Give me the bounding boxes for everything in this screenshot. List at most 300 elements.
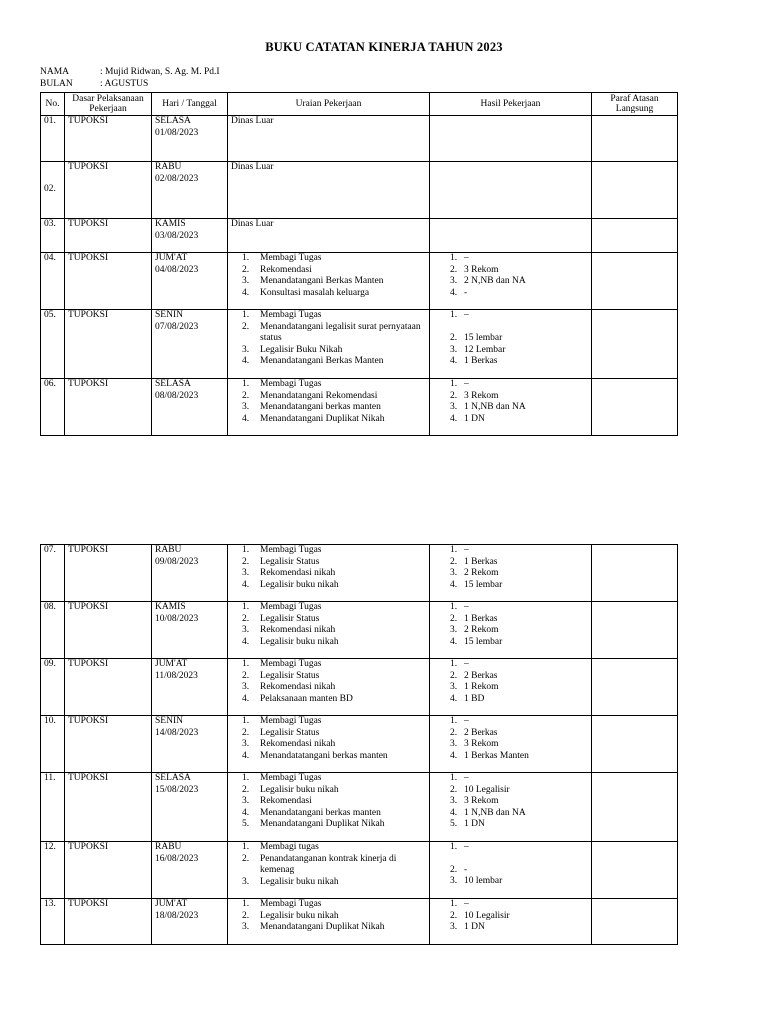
hari: SELASA bbox=[155, 116, 191, 126]
uraian-item bbox=[242, 671, 426, 683]
item-number bbox=[450, 322, 464, 334]
item-number: 3. bbox=[450, 739, 458, 749]
item-text: 10 Legalisir bbox=[464, 910, 510, 921]
hasil-item bbox=[450, 310, 588, 322]
row-number: 01. bbox=[41, 116, 65, 162]
item-number: 3. bbox=[242, 344, 250, 355]
hari-tanggal bbox=[152, 659, 228, 716]
uraian-list bbox=[231, 602, 426, 648]
performance-table-2 bbox=[40, 544, 678, 945]
hasil-item bbox=[450, 785, 588, 797]
item-number: 2. bbox=[242, 910, 250, 921]
item-number: 4. bbox=[242, 693, 250, 704]
uraian-pekerjaan bbox=[228, 310, 430, 379]
hasil-list bbox=[433, 253, 588, 299]
item-number: 4. bbox=[242, 807, 250, 818]
item-number: 2. bbox=[450, 727, 458, 738]
hasil-item bbox=[450, 568, 588, 580]
item-number: 1. bbox=[242, 899, 250, 909]
item-number: 4. bbox=[450, 636, 458, 647]
table-row bbox=[41, 716, 678, 773]
paraf-atasan bbox=[592, 899, 678, 945]
dasar-pelaksanaan: TUPOKSI bbox=[65, 219, 152, 253]
item-text: Membagi Tugas bbox=[260, 379, 322, 389]
item-number: 4. bbox=[242, 413, 250, 424]
uraian-text: Dinas Luar bbox=[231, 116, 274, 126]
hasil-item bbox=[450, 345, 588, 357]
hasil-item bbox=[450, 842, 588, 854]
uraian-item bbox=[242, 739, 426, 751]
item-number: 1. bbox=[450, 602, 458, 612]
hasil-item bbox=[450, 671, 588, 683]
item-number: 2. bbox=[450, 864, 458, 875]
table-row bbox=[41, 899, 678, 945]
uraian-item bbox=[242, 288, 426, 300]
item-text bbox=[464, 322, 588, 334]
hari-tanggal bbox=[152, 602, 228, 659]
paraf-atasan bbox=[592, 773, 678, 842]
uraian-list bbox=[231, 716, 426, 762]
hasil-pekerjaan bbox=[430, 716, 592, 773]
uraian-pekerjaan bbox=[228, 716, 430, 773]
hari-tanggal bbox=[152, 716, 228, 773]
dasar-pelaksanaan: TUPOKSI bbox=[65, 842, 152, 899]
nama-value: : Mujid Ridwan, S. Ag. M. Pd.I bbox=[100, 67, 220, 77]
item-number: 2. bbox=[242, 784, 250, 795]
uraian-item bbox=[242, 842, 426, 854]
hasil-item bbox=[450, 253, 588, 265]
table-row bbox=[41, 773, 678, 842]
item-number: 2. bbox=[450, 910, 458, 921]
uraian-pekerjaan bbox=[228, 219, 430, 253]
item-number: 3. bbox=[450, 682, 458, 692]
hari-tanggal bbox=[152, 773, 228, 842]
item-text: 1 N,NB dan NA bbox=[464, 807, 526, 818]
item-number: 3. bbox=[242, 876, 250, 887]
hasil-item bbox=[450, 614, 588, 626]
item-number: 1. bbox=[242, 659, 250, 669]
dasar-pelaksanaan: TUPOKSI bbox=[65, 899, 152, 945]
item-text: Legalisir buku nikah bbox=[260, 636, 339, 647]
item-text: Rekomendasi bbox=[260, 796, 312, 806]
hasil-item bbox=[450, 865, 588, 877]
uraian-item bbox=[242, 625, 426, 637]
hasil-item bbox=[450, 716, 588, 728]
item-number: 1. bbox=[450, 253, 458, 263]
item-number: 2. bbox=[450, 670, 458, 681]
nama-label: NAMA bbox=[40, 67, 70, 77]
item-text: – bbox=[464, 899, 469, 909]
uraian-pekerjaan bbox=[228, 773, 430, 842]
item-text: Membagi Tugas bbox=[260, 310, 322, 320]
hasil-list bbox=[433, 899, 588, 934]
item-number: 4. bbox=[450, 693, 458, 704]
dasar-pelaksanaan: TUPOKSI bbox=[65, 716, 152, 773]
uraian-item bbox=[242, 253, 426, 265]
tanggal: 01/08/2023 bbox=[155, 127, 199, 138]
row-number: 08. bbox=[41, 602, 65, 659]
tanggal: 10/08/2023 bbox=[155, 613, 199, 624]
uraian-item bbox=[242, 580, 426, 592]
item-text: Membagi Tugas bbox=[260, 716, 322, 726]
item-text: 2 N,NB dan NA bbox=[464, 276, 526, 286]
paraf-atasan bbox=[592, 602, 678, 659]
dasar-pelaksanaan: TUPOKSI bbox=[65, 773, 152, 842]
hari-tanggal bbox=[152, 545, 228, 602]
uraian-item bbox=[242, 819, 426, 831]
header-dasar: Dasar Pelaksanaan Pekerjaan bbox=[65, 93, 152, 116]
item-text: Membagi Tugas bbox=[260, 602, 322, 612]
item-text: Menandatangani Rekomendasi bbox=[260, 390, 378, 401]
hasil-pekerjaan bbox=[430, 602, 592, 659]
item-text: Konsultasi masalah keluarga bbox=[260, 287, 370, 298]
hasil-item bbox=[450, 876, 588, 888]
hasil-item bbox=[450, 580, 588, 592]
hasil-item bbox=[450, 659, 588, 671]
item-number: 1. bbox=[450, 842, 458, 852]
item-number: 3. bbox=[242, 922, 250, 932]
item-text: Menandatangani Duplikat Nikah bbox=[260, 413, 385, 424]
hasil-item bbox=[450, 694, 588, 706]
table-row bbox=[41, 162, 678, 219]
item-number: 4. bbox=[450, 287, 458, 298]
table-row bbox=[41, 116, 678, 162]
item-number: 2. bbox=[242, 853, 250, 864]
item-text: 2 Rekom bbox=[464, 625, 499, 635]
uraian-item bbox=[242, 322, 426, 345]
dasar-pelaksanaan: TUPOKSI bbox=[65, 659, 152, 716]
item-text: Menandatatangani berkas manten bbox=[260, 750, 388, 761]
item-number: 1. bbox=[450, 310, 458, 320]
item-text: 15 lembar bbox=[464, 636, 503, 647]
uraian-item bbox=[242, 899, 426, 911]
uraian-item bbox=[242, 808, 426, 820]
uraian-pekerjaan bbox=[228, 162, 430, 219]
item-number: 2. bbox=[242, 390, 250, 401]
hasil-pekerjaan bbox=[430, 310, 592, 379]
uraian-item bbox=[242, 854, 426, 877]
uraian-text: Dinas Luar bbox=[231, 219, 274, 229]
item-text: 1 DN bbox=[464, 819, 485, 829]
item-number: 4. bbox=[242, 356, 250, 366]
hasil-item bbox=[450, 739, 588, 751]
item-text: Membagi Tugas bbox=[260, 773, 322, 783]
row-number: 02. bbox=[41, 162, 65, 219]
hari: JUM'AT bbox=[155, 899, 188, 909]
uraian-item bbox=[242, 345, 426, 357]
page-title: BUKU CATATAN KINERJA TAHUN 2023 bbox=[265, 40, 503, 54]
hasil-pekerjaan bbox=[430, 219, 592, 253]
item-number: 5. bbox=[450, 819, 458, 829]
hari: JUM'AT bbox=[155, 659, 188, 669]
hasil-item bbox=[450, 808, 588, 820]
item-text: Penandatanganan kontrak kinerja di kemenag bbox=[260, 853, 397, 875]
uraian-item bbox=[242, 391, 426, 403]
item-number: 4. bbox=[450, 413, 458, 424]
header-hari: Hari / Tanggal bbox=[152, 93, 228, 116]
item-text: – bbox=[464, 253, 469, 263]
item-text: Legalisir Status bbox=[260, 556, 320, 567]
hasil-pekerjaan bbox=[430, 545, 592, 602]
item-number: 4. bbox=[450, 750, 458, 761]
uraian-list bbox=[231, 253, 426, 299]
uraian-item bbox=[242, 716, 426, 728]
hari-tanggal bbox=[152, 162, 228, 219]
uraian-item bbox=[242, 773, 426, 785]
uraian-item bbox=[242, 568, 426, 580]
item-text: Pelaksanaan manten BD bbox=[260, 693, 353, 704]
hari-tanggal bbox=[152, 116, 228, 162]
hari: KAMIS bbox=[155, 219, 186, 229]
item-text: 12 Lembar bbox=[464, 344, 506, 355]
uraian-item bbox=[242, 557, 426, 569]
item-text: – bbox=[464, 716, 469, 726]
paraf-atasan bbox=[592, 219, 678, 253]
bulan-line bbox=[40, 78, 148, 90]
uraian-pekerjaan bbox=[228, 659, 430, 716]
item-text: Legalisir buku nikah bbox=[260, 784, 339, 795]
item-number: 1. bbox=[450, 899, 458, 909]
item-text: Rekomendasi nikah bbox=[260, 625, 336, 635]
hasil-pekerjaan bbox=[430, 842, 592, 899]
item-number: 3. bbox=[450, 625, 458, 635]
item-number: 3. bbox=[242, 276, 250, 286]
item-text: 3 Rekom bbox=[464, 796, 499, 806]
tanggal: 02/08/2023 bbox=[155, 173, 199, 184]
item-text: Legalisir Status bbox=[260, 727, 320, 738]
hari: KAMIS bbox=[155, 602, 186, 612]
uraian-list bbox=[231, 773, 426, 831]
hasil-pekerjaan bbox=[430, 253, 592, 310]
hari-tanggal bbox=[152, 379, 228, 436]
hari-tanggal bbox=[152, 899, 228, 945]
item-text: Legalisir buku nikah bbox=[260, 579, 339, 590]
item-number: 4. bbox=[450, 356, 458, 366]
item-text: – bbox=[464, 602, 469, 612]
item-number: 3. bbox=[242, 796, 250, 806]
item-text: Membagi tugas bbox=[260, 842, 319, 852]
item-text: Menandatangani Duplikat Nikah bbox=[260, 922, 385, 932]
performance-table-1 bbox=[40, 92, 678, 436]
item-text: Menandatangani berkas manten bbox=[260, 402, 381, 412]
uraian-pekerjaan bbox=[228, 842, 430, 899]
hasil-item bbox=[450, 402, 588, 414]
item-text: Legalisir Buku Nikah bbox=[260, 344, 343, 355]
item-text: – bbox=[464, 379, 469, 389]
dasar-pelaksanaan: TUPOKSI bbox=[65, 602, 152, 659]
paraf-atasan bbox=[592, 253, 678, 310]
paraf-atasan bbox=[592, 842, 678, 899]
hasil-pekerjaan bbox=[430, 116, 592, 162]
item-text: Menandatangani berkas manten bbox=[260, 807, 381, 818]
item-number: 3. bbox=[242, 402, 250, 412]
dasar-pelaksanaan: TUPOKSI bbox=[65, 116, 152, 162]
hasil-list bbox=[433, 545, 588, 591]
paraf-atasan bbox=[592, 379, 678, 436]
table-row bbox=[41, 842, 678, 899]
item-text: Rekomendasi nikah bbox=[260, 682, 336, 692]
row-number: 09. bbox=[41, 659, 65, 716]
hasil-item bbox=[450, 922, 588, 934]
item-number: 2. bbox=[242, 321, 250, 332]
row-number: 07. bbox=[41, 545, 65, 602]
item-number: 4. bbox=[450, 579, 458, 590]
tanggal: 07/08/2023 bbox=[155, 321, 199, 332]
uraian-item bbox=[242, 785, 426, 797]
item-number: 4. bbox=[242, 287, 250, 298]
tanggal: 09/08/2023 bbox=[155, 556, 199, 567]
hasil-item bbox=[450, 682, 588, 694]
item-text: Menandatangani Berkas Manten bbox=[260, 276, 384, 286]
dasar-pelaksanaan: TUPOKSI bbox=[65, 162, 152, 219]
hasil-list bbox=[433, 659, 588, 705]
table-row bbox=[41, 379, 678, 436]
hasil-item bbox=[450, 773, 588, 785]
item-text: Membagi Tugas bbox=[260, 253, 322, 263]
hasil-list bbox=[433, 716, 588, 762]
table-row bbox=[41, 659, 678, 716]
uraian-item bbox=[242, 545, 426, 557]
hari: SELASA bbox=[155, 379, 191, 389]
row-number: 11. bbox=[41, 773, 65, 842]
item-number: 4. bbox=[242, 579, 250, 590]
tanggal: 14/08/2023 bbox=[155, 727, 199, 738]
item-text: 1 Berkas bbox=[464, 613, 498, 624]
tanggal: 18/08/2023 bbox=[155, 910, 199, 921]
uraian-item bbox=[242, 728, 426, 740]
item-text: 2 Rekom bbox=[464, 568, 499, 578]
item-number: 1. bbox=[450, 773, 458, 783]
paraf-atasan bbox=[592, 545, 678, 602]
uraian-item bbox=[242, 877, 426, 889]
item-text: 10 lembar bbox=[464, 876, 503, 886]
uraian-item bbox=[242, 265, 426, 277]
table-row bbox=[41, 219, 678, 253]
item-number: 1. bbox=[242, 602, 250, 612]
item-number: 2. bbox=[450, 264, 458, 275]
item-text: – bbox=[464, 842, 469, 852]
uraian-list bbox=[231, 310, 426, 368]
uraian-item bbox=[242, 796, 426, 808]
item-text: Legalisir buku nikah bbox=[260, 910, 339, 921]
item-number: 1. bbox=[242, 379, 250, 389]
uraian-item bbox=[242, 911, 426, 923]
uraian-pekerjaan bbox=[228, 116, 430, 162]
item-number: 1. bbox=[242, 545, 250, 555]
item-number: 3. bbox=[242, 739, 250, 749]
table-row bbox=[41, 602, 678, 659]
hari-tanggal bbox=[152, 842, 228, 899]
uraian-item bbox=[242, 414, 426, 426]
item-number: 2. bbox=[242, 556, 250, 567]
hasil-item bbox=[450, 265, 588, 277]
hasil-item bbox=[450, 288, 588, 300]
item-number: 1. bbox=[450, 379, 458, 389]
hasil-list bbox=[433, 773, 588, 831]
hari: RABU bbox=[155, 545, 182, 555]
nama-line bbox=[40, 66, 220, 78]
hasil-item bbox=[450, 276, 588, 288]
item-number: 3. bbox=[450, 344, 458, 355]
item-number: 2. bbox=[450, 556, 458, 567]
item-text: Rekomendasi nikah bbox=[260, 739, 336, 749]
item-text: 1 DN bbox=[464, 413, 485, 424]
item-text: 1 BD bbox=[464, 693, 485, 704]
hari: SENIN bbox=[155, 716, 183, 726]
item-number: 2. bbox=[450, 333, 458, 343]
table-row bbox=[41, 253, 678, 310]
item-text: 10 Legalisir bbox=[464, 784, 510, 795]
item-number: 3. bbox=[450, 796, 458, 806]
tanggal: 03/08/2023 bbox=[155, 230, 199, 241]
item-text: Rekomendasi nikah bbox=[260, 568, 336, 578]
dasar-pelaksanaan: TUPOKSI bbox=[65, 379, 152, 436]
hasil-item bbox=[450, 728, 588, 740]
uraian-item bbox=[242, 310, 426, 322]
row-number: 06. bbox=[41, 379, 65, 436]
paraf-atasan bbox=[592, 310, 678, 379]
item-text: – bbox=[464, 659, 469, 669]
item-text: Rekomendasi bbox=[260, 264, 312, 275]
item-text: Menandatangani Berkas Manten bbox=[260, 356, 384, 366]
item-number: 2. bbox=[242, 670, 250, 681]
uraian-item bbox=[242, 602, 426, 614]
item-number: 1. bbox=[242, 773, 250, 783]
uraian-pekerjaan bbox=[228, 545, 430, 602]
table-row bbox=[41, 310, 678, 379]
uraian-item bbox=[242, 682, 426, 694]
item-text: Legalisir Status bbox=[260, 670, 320, 681]
item-number: 1. bbox=[242, 716, 250, 726]
paraf-atasan bbox=[592, 716, 678, 773]
item-text: 3 Rekom bbox=[464, 390, 499, 401]
item-number: 4. bbox=[242, 750, 250, 761]
hasil-item bbox=[450, 602, 588, 614]
item-text: – bbox=[464, 310, 469, 320]
item-text: – bbox=[464, 545, 469, 555]
item-text: 2 Berkas bbox=[464, 727, 498, 738]
hasil-item bbox=[450, 356, 588, 368]
hasil-item bbox=[450, 379, 588, 391]
hasil-item bbox=[450, 391, 588, 403]
item-text: 1 Berkas bbox=[464, 556, 498, 567]
uraian-pekerjaan bbox=[228, 253, 430, 310]
uraian-item bbox=[242, 694, 426, 706]
item-number: 4. bbox=[242, 636, 250, 647]
item-number: 1. bbox=[450, 659, 458, 669]
item-number: 3. bbox=[450, 568, 458, 578]
hari-tanggal bbox=[152, 219, 228, 253]
row-number: 04. bbox=[41, 253, 65, 310]
uraian-item bbox=[242, 637, 426, 649]
hasil-item bbox=[450, 625, 588, 637]
item-text: - bbox=[464, 864, 468, 875]
uraian-item bbox=[242, 614, 426, 626]
uraian-item bbox=[242, 276, 426, 288]
item-text: 3 Rekom bbox=[464, 264, 499, 275]
uraian-item bbox=[242, 356, 426, 368]
item-text: Menandatangani legalisit surat pernyataan status bbox=[260, 321, 421, 343]
row-number: 13. bbox=[41, 899, 65, 945]
item-number: 2. bbox=[242, 727, 250, 738]
bulan-value: : AGUSTUS bbox=[100, 79, 149, 89]
item-text: 2 Berkas bbox=[464, 670, 498, 681]
header-hasil: Hasil Pekerjaan bbox=[430, 93, 592, 116]
row-number: 05. bbox=[41, 310, 65, 379]
hasil-pekerjaan bbox=[430, 773, 592, 842]
uraian-item bbox=[242, 379, 426, 391]
item-number: 4. bbox=[450, 807, 458, 818]
